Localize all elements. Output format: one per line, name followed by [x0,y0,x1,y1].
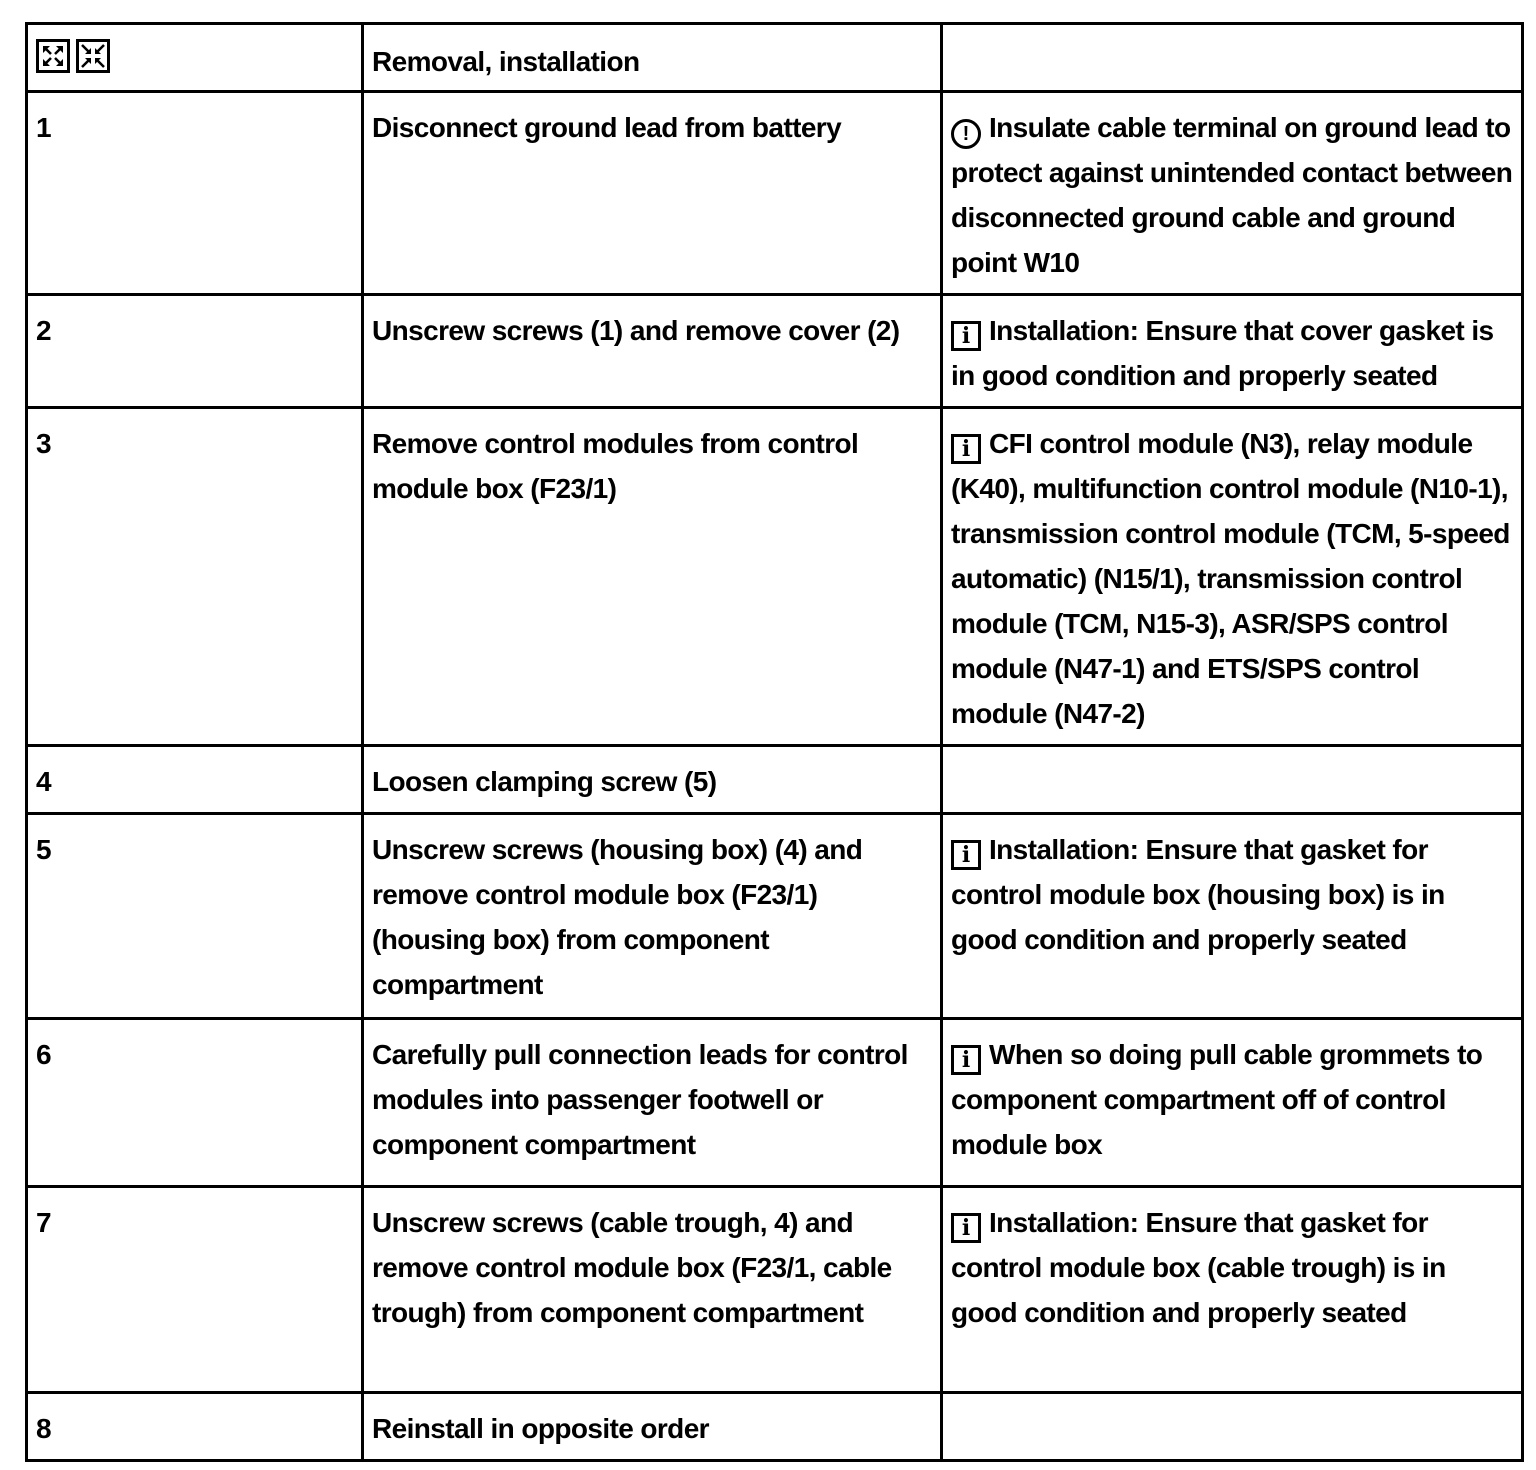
step-note [942,746,1523,814]
info-icon: i [951,321,981,351]
step-action: Unscrew screws (cable trough, 4) and remove control module box (F23/1, cable trough) from component compartment [363,1187,942,1393]
step-row [27,1187,1523,1393]
step-row [27,814,1523,1019]
step-row [27,92,1523,295]
info-icon: i [951,1213,981,1243]
step-action: Unscrew screws (1) and remove cover (2) [363,295,942,408]
step-note [942,1019,1523,1187]
step-row [27,1393,1523,1461]
step-number: 5 [27,814,363,1019]
step-note-label: Installation: [989,834,1139,865]
step-action: Disconnect ground lead from battery [363,92,942,295]
step-note [942,408,1523,746]
step-action: Unscrew screws (housing box) (4) and remove control module box (F23/1) (housing box) from component compartment [363,814,942,1019]
header-title: Removal, installation [363,24,942,92]
procedure-table [25,22,1524,1462]
step-note-text: Ensure that gasket for control module box (housing box) is in good condition and properly seated [951,834,1445,955]
step-note [942,295,1523,408]
step-number: 1 [27,92,363,295]
step-note-text: CFI control module (N3), relay module (K40), multifunction control module (N10-1), transmission control module (TCM, 5-speed automatic) (N15/1), transmission control module (TCM, N15-3), ASR/SPS control module (N47-1) and ETS/SPS control module (N47-2) [951,428,1510,729]
step-action: Remove control modules from control module box (F23/1) [363,408,942,746]
step-number: 7 [27,1187,363,1393]
step-number: 3 [27,408,363,746]
step-number: 4 [27,746,363,814]
step-number: 2 [27,295,363,408]
expand-icon [36,39,70,73]
step-action: Loosen clamping screw (5) [363,746,942,814]
step-row [27,408,1523,746]
step-note [942,1187,1523,1393]
step-note [942,814,1523,1019]
step-action: Carefully pull connection leads for control modules into passenger footwell or component compartment [363,1019,942,1187]
step-action: Reinstall in opposite order [363,1393,942,1461]
step-note [942,1393,1523,1461]
step-number: 8 [27,1393,363,1461]
step-note-text: When so doing pull cable grommets to component compartment off of control module box [951,1039,1483,1160]
step-number: 6 [27,1019,363,1187]
step-note-text: Insulate cable terminal on ground lead to protect against unintended contact between disconnected ground cable and ground point W10 [951,112,1513,278]
step-note-text: Ensure that gasket for control module box (cable trough) is in good condition and properly seated [951,1207,1446,1328]
step-row [27,295,1523,408]
warning-icon: ! [951,119,981,149]
header-notes [942,24,1523,92]
step-row [27,746,1523,814]
header-row [27,24,1523,92]
collapse-icon [76,39,110,73]
info-icon: i [951,434,981,464]
header-icons-cell [27,24,363,92]
step-note-label: Installation: [989,315,1139,346]
info-icon: i [951,1045,981,1075]
info-icon: i [951,840,981,870]
step-note-text: Ensure that cover gasket is in good condition and properly seated [951,315,1494,391]
step-note [942,92,1523,295]
step-row [27,1019,1523,1187]
step-note-label: Installation: [989,1207,1139,1238]
